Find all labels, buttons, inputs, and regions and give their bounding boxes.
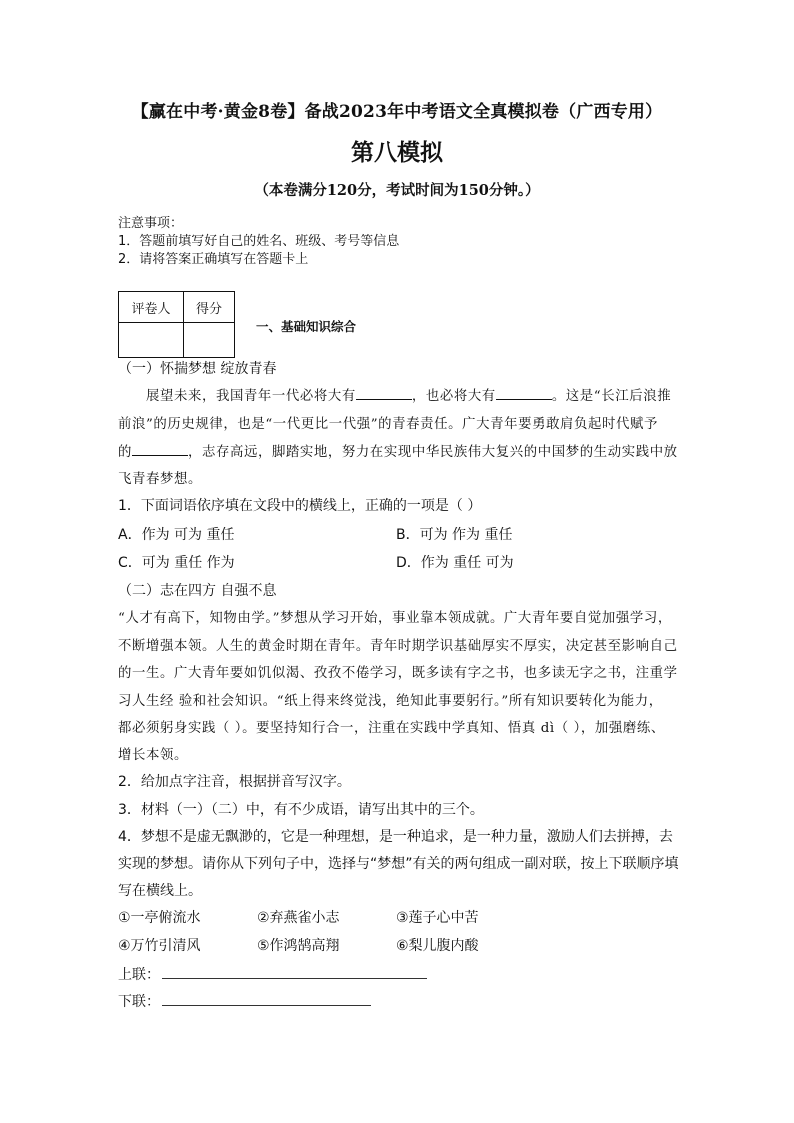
- passage1-line: 的 ，志存高远，脚踏实地，努力在实现中华民族伟大复兴的中国梦的生动实践中放: [118, 445, 678, 460]
- option-d[interactable]: D．作为 重任 可为: [396, 555, 514, 571]
- exam-title: 【赢在中考·黄金8卷】备战2023年中考语文全真模拟卷（广西专用）: [131, 102, 663, 122]
- passage2-line: 不断增强本领。人生的黄金时期在青年。青年时期学识基础厚实不厚实，决定甚至影响自己: [118, 639, 678, 654]
- notice-heading: 注意事项：: [118, 216, 184, 231]
- option-c[interactable]: C．可为 重任 作为: [118, 555, 235, 571]
- score-table: [118, 291, 235, 358]
- option-b[interactable]: B．可为 作为 重任: [396, 527, 513, 543]
- passage2-line: 的一生。广大青年要如饥似渴、孜孜不倦学习，既多读有字之书，也多读无字之书，注重学: [118, 666, 678, 681]
- upper-couplet-label: 上联：: [118, 967, 160, 983]
- couplet-option: ⑤作鸿鹄高翔: [257, 938, 340, 954]
- notice-item: 1．答题前填写好自己的姓名、班级、考号等信息: [118, 234, 400, 249]
- grader-header: 评卷人: [119, 292, 184, 323]
- grader-cell[interactable]: [119, 323, 184, 358]
- fill-blank[interactable]: [496, 387, 552, 400]
- passage2-line: “人才有高下，知物由学。”梦想从学习开始，事业靠本领成就。广大青年要自觉加强学习，: [118, 611, 672, 626]
- question-4-line: 写在横线上。: [118, 883, 202, 899]
- passage1-line: 展望未来，我国青年一代必将大有 ，也必将大有 。这是“长江后浪推: [146, 389, 672, 404]
- section-title: 一、基础知识综合: [256, 319, 357, 334]
- lower-couplet-label: 下联：: [118, 994, 160, 1010]
- score-cell[interactable]: [184, 323, 235, 358]
- notice-item: 2．请将答案正确填写在答题卡上: [118, 252, 309, 267]
- score-header: 得分: [184, 292, 235, 323]
- lower-couplet-answer-line[interactable]: [162, 1005, 371, 1006]
- question-3-stem: 3．材料（一）（二）中，有不少成语，请写出其中的三个。: [118, 802, 484, 818]
- upper-couplet-answer-line[interactable]: [162, 978, 427, 979]
- part2-title: （二）志在四方 自强不息: [118, 583, 277, 599]
- question-1-stem: 1．下面词语依序填在文段中的横线上，正确的一项是（ ）: [118, 498, 482, 514]
- couplet-option: ⑥梨儿腹内酸: [396, 938, 479, 954]
- option-a[interactable]: A．作为 可为 重任: [118, 527, 235, 543]
- couplet-option: ③莲子心中苦: [396, 910, 479, 926]
- part1-title: （一）怀揣梦想 绽放青春: [118, 361, 277, 377]
- question-4-line: 实现的梦想。请你从下列句子中，选择与“梦想”有关的两句组成一副对联，按上下联顺序填: [118, 856, 679, 872]
- couplet-option: ②弃燕雀小志: [257, 910, 340, 926]
- exam-subtitle: 第八模拟: [351, 139, 443, 166]
- couplet-option: ①一亭俯流水: [118, 910, 201, 926]
- fill-blank[interactable]: [356, 387, 412, 400]
- passage2-line: 习人生经 验和社会知识。“纸上得来终觉浅，绝知此事要躬行。”所有知识要转化为能力，: [118, 694, 663, 709]
- passage2-line: 增长本领。: [118, 748, 188, 763]
- passage2-line: 都必须躬身实践（ ）。要坚持知行合一，注重在实践中学真知、悟真 dì（ ），加强磨练、: [118, 721, 665, 736]
- exam-note: （本卷满分120分，考试时间为150分钟。）: [254, 182, 540, 199]
- couplet-option: ④万竹引清风: [118, 938, 201, 954]
- passage1-line: 前浪”的历史规律，也是“一代更比一代强”的青春责任。广大青年要勇敢肩负起时代赋予: [118, 417, 658, 432]
- question-2-stem: 2．给加点字注音，根据拼音写汉字。: [118, 774, 351, 790]
- fill-blank[interactable]: [132, 443, 188, 456]
- passage1-line: 飞青春梦想。: [118, 472, 202, 487]
- question-4-line: 4．梦想不是虚无飘渺的，它是一种理想，是一种追求，是一种力量，激励人们去拼搏，去: [118, 829, 673, 845]
